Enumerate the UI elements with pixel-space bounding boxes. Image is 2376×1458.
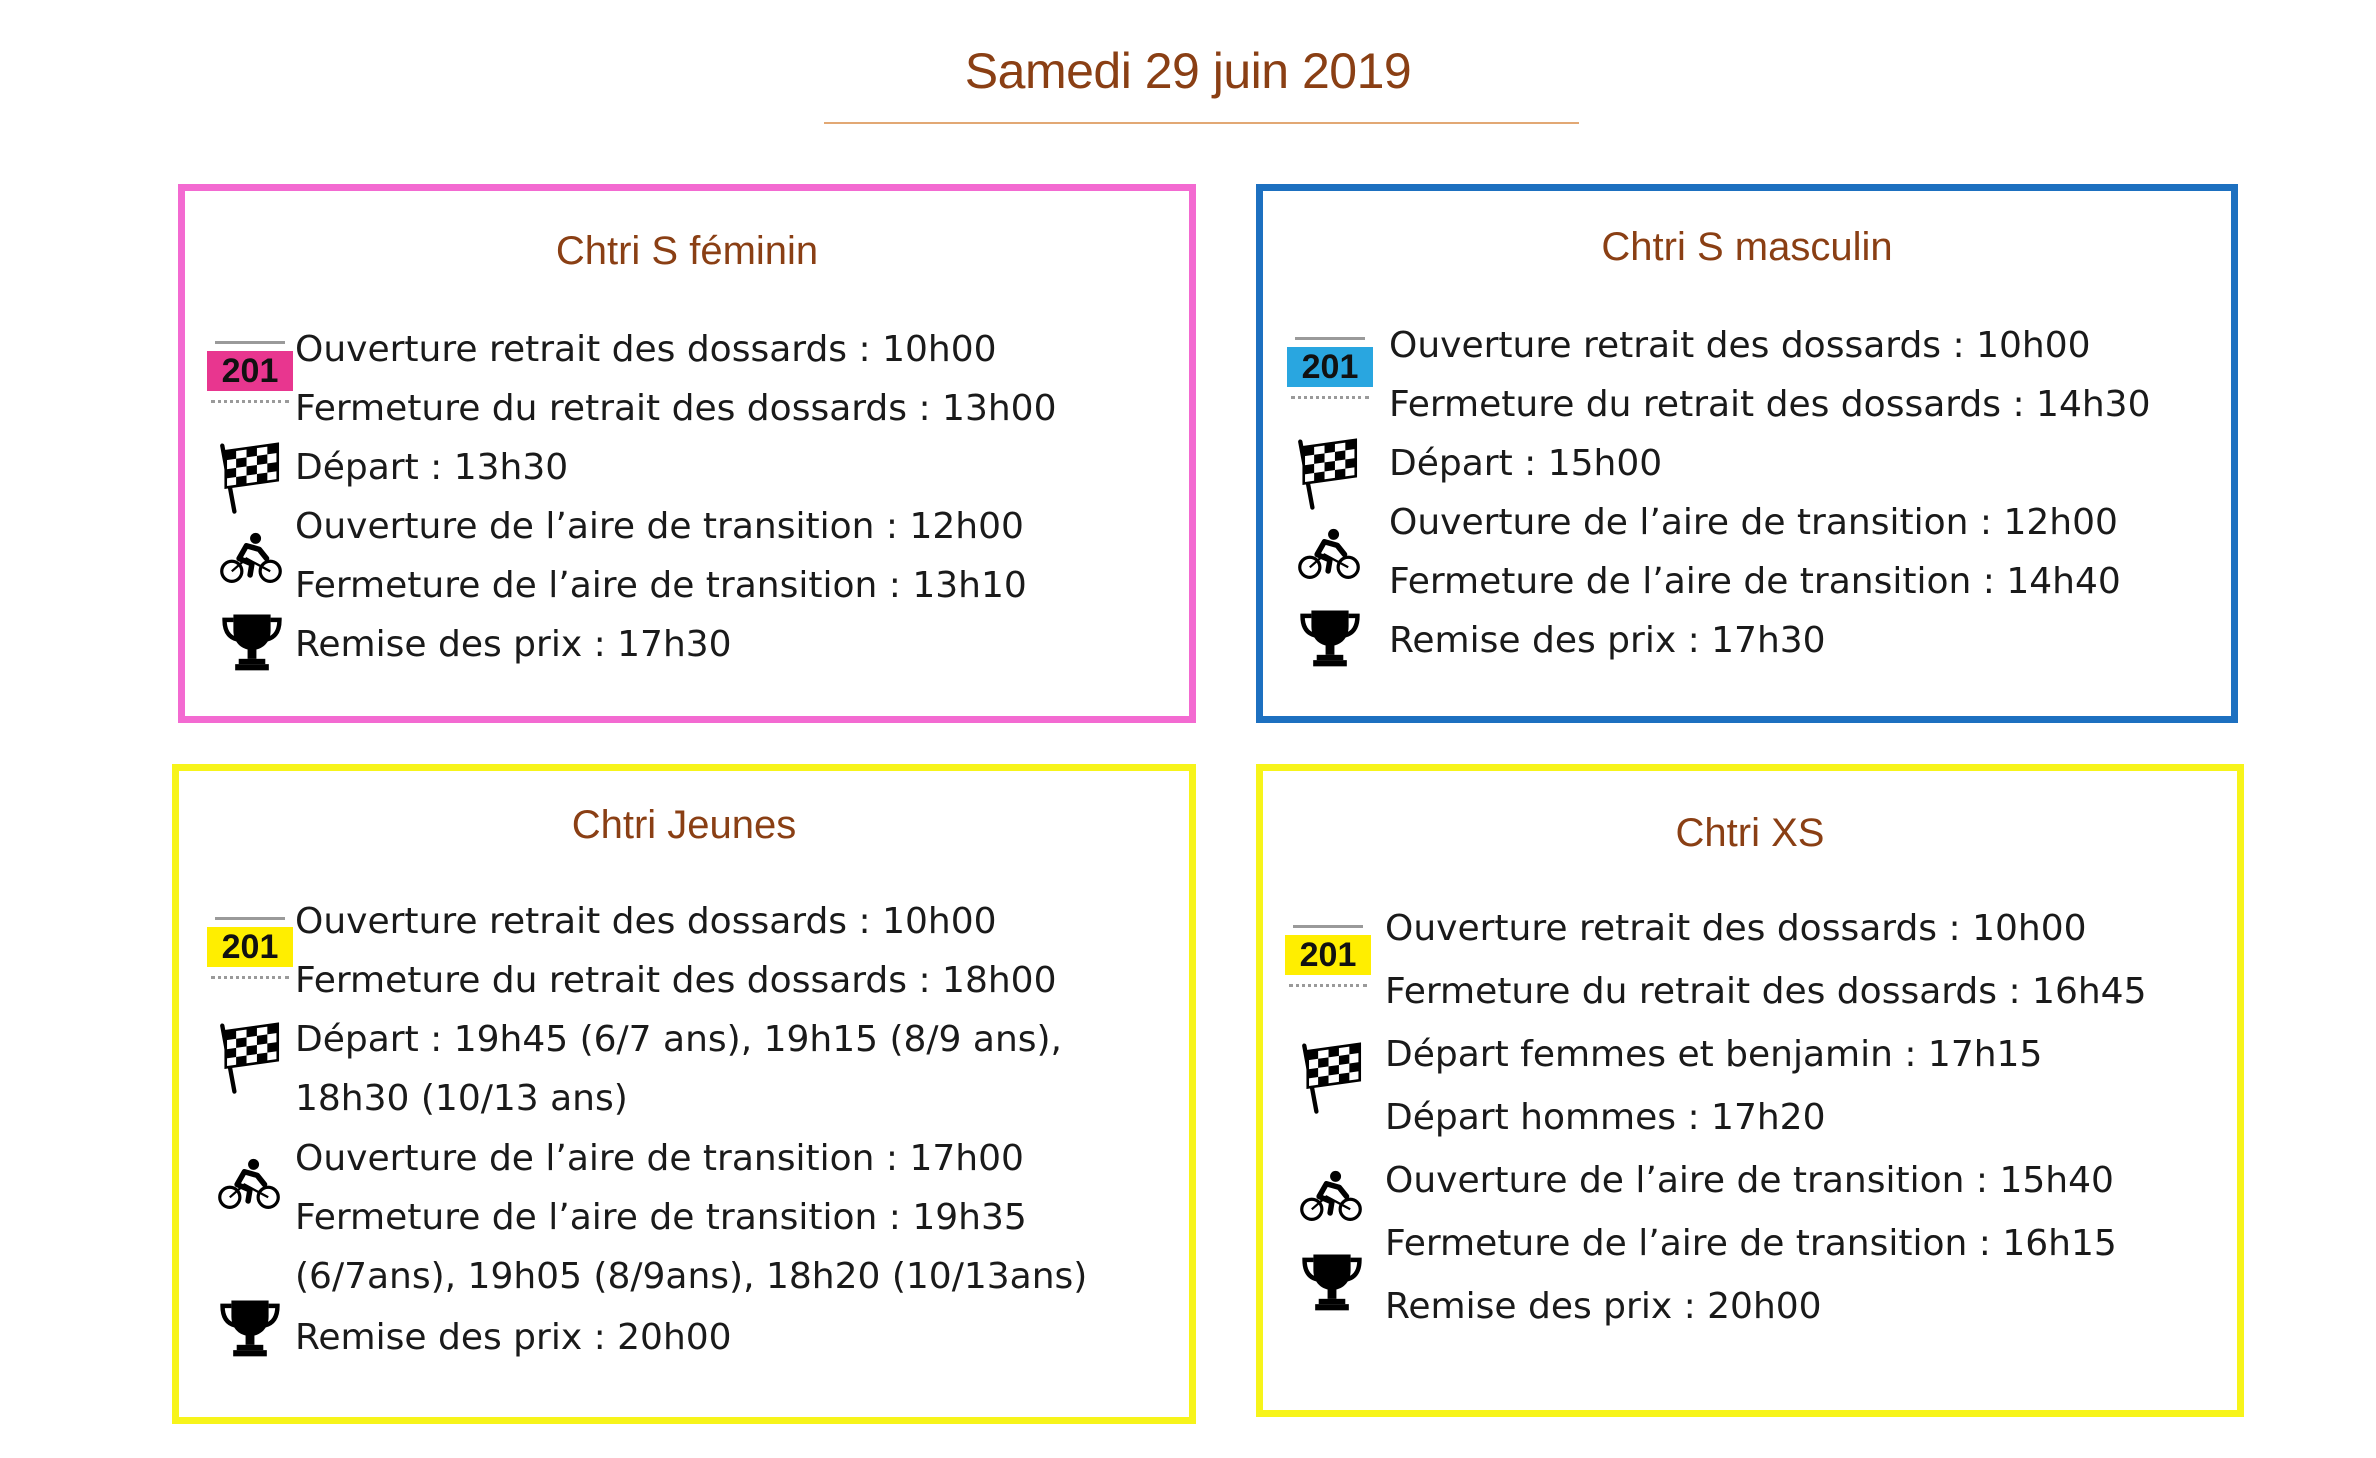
trophy-icon bbox=[221, 611, 283, 673]
checkered-flag-icon bbox=[1293, 433, 1363, 511]
race-bib-icon bbox=[207, 341, 293, 403]
cyclist-icon bbox=[1297, 527, 1361, 582]
bib-number: 201 bbox=[1299, 936, 1357, 974]
line-prizes: Remise des prix : 20h00 bbox=[1385, 1286, 1822, 1327]
box-title: Chtri Jeunes bbox=[571, 803, 797, 847]
line-bib-close: Fermeture du retrait des dossards : 16h45 bbox=[1385, 971, 2147, 1012]
box-s-masculin bbox=[1256, 184, 2238, 723]
line-start: Départ : 19h45 (6/7 ans), 19h15 (8/9 ans), bbox=[295, 1019, 1063, 1060]
line-bib-open: Ouverture retrait des dossards : 10h00 bbox=[295, 901, 997, 942]
line-prizes: Remise des prix : 20h00 bbox=[295, 1317, 732, 1358]
line-transition-close-cont: (6/7ans), 19h05 (8/9ans), 18h20 (10/13ans) bbox=[295, 1256, 1088, 1297]
line-bib-close: Fermeture du retrait des dossards : 18h00 bbox=[295, 960, 1057, 1001]
line-bib-open: Ouverture retrait des dossards : 10h00 bbox=[295, 329, 997, 370]
bib-number: 201 bbox=[221, 352, 279, 390]
page-title: Samedi 29 juin 2019 bbox=[964, 43, 1412, 99]
checkered-flag-icon bbox=[1297, 1037, 1367, 1115]
box-xs bbox=[1256, 764, 2244, 1417]
line-bib-open: Ouverture retrait des dossards : 10h00 bbox=[1385, 908, 2087, 949]
line-start-men: Départ hommes : 17h20 bbox=[1385, 1097, 1826, 1138]
line-prizes: Remise des prix : 17h30 bbox=[295, 624, 732, 665]
line-transition-open: Ouverture de l’aire de transition : 15h40 bbox=[1385, 1160, 2114, 1201]
line-transition-close: Fermeture de l’aire de transition : 19h35 bbox=[295, 1197, 1027, 1238]
race-bib-icon bbox=[207, 917, 293, 979]
checkered-flag-icon bbox=[215, 437, 285, 515]
line-transition-open: Ouverture de l’aire de transition : 17h00 bbox=[295, 1138, 1024, 1179]
line-bib-close: Fermeture du retrait des dossards : 13h00 bbox=[295, 388, 1057, 429]
box-title: Chtri S masculin bbox=[1601, 225, 1893, 269]
line-bib-open: Ouverture retrait des dossards : 10h00 bbox=[1389, 325, 2091, 366]
trophy-icon bbox=[1299, 607, 1361, 669]
race-bib-icon bbox=[1285, 925, 1371, 987]
line-prizes: Remise des prix : 17h30 bbox=[1389, 620, 1826, 661]
line-start-cont: 18h30 (10/13 ans) bbox=[295, 1078, 628, 1119]
line-transition-open: Ouverture de l’aire de transition : 12h00 bbox=[1389, 502, 2118, 543]
line-start: Départ : 13h30 bbox=[295, 447, 569, 488]
bib-number: 201 bbox=[1301, 348, 1359, 386]
bib-number: 201 bbox=[221, 928, 279, 966]
cyclist-icon bbox=[219, 531, 283, 586]
trophy-icon bbox=[219, 1297, 281, 1359]
line-start: Départ : 15h00 bbox=[1389, 443, 1663, 484]
line-transition-open: Ouverture de l’aire de transition : 12h00 bbox=[295, 506, 1024, 547]
line-transition-close: Fermeture de l’aire de transition : 13h10 bbox=[295, 565, 1027, 606]
box-s-feminin bbox=[178, 184, 1196, 723]
checkered-flag-icon bbox=[215, 1017, 285, 1095]
cyclist-icon bbox=[217, 1157, 281, 1212]
cyclist-icon bbox=[1299, 1169, 1363, 1224]
title-divider bbox=[824, 122, 1579, 124]
line-transition-close: Fermeture de l’aire de transition : 14h40 bbox=[1389, 561, 2121, 602]
box-jeunes bbox=[172, 764, 1196, 1424]
race-bib-icon bbox=[1287, 337, 1373, 399]
box-title: Chtri S féminin bbox=[555, 229, 819, 273]
trophy-icon bbox=[1301, 1251, 1363, 1313]
line-bib-close: Fermeture du retrait des dossards : 14h30 bbox=[1389, 384, 2151, 425]
line-transition-close: Fermeture de l’aire de transition : 16h15 bbox=[1385, 1223, 2117, 1264]
line-start-women: Départ femmes et benjamin : 17h15 bbox=[1385, 1034, 2043, 1075]
box-title: Chtri XS bbox=[1675, 811, 1825, 855]
